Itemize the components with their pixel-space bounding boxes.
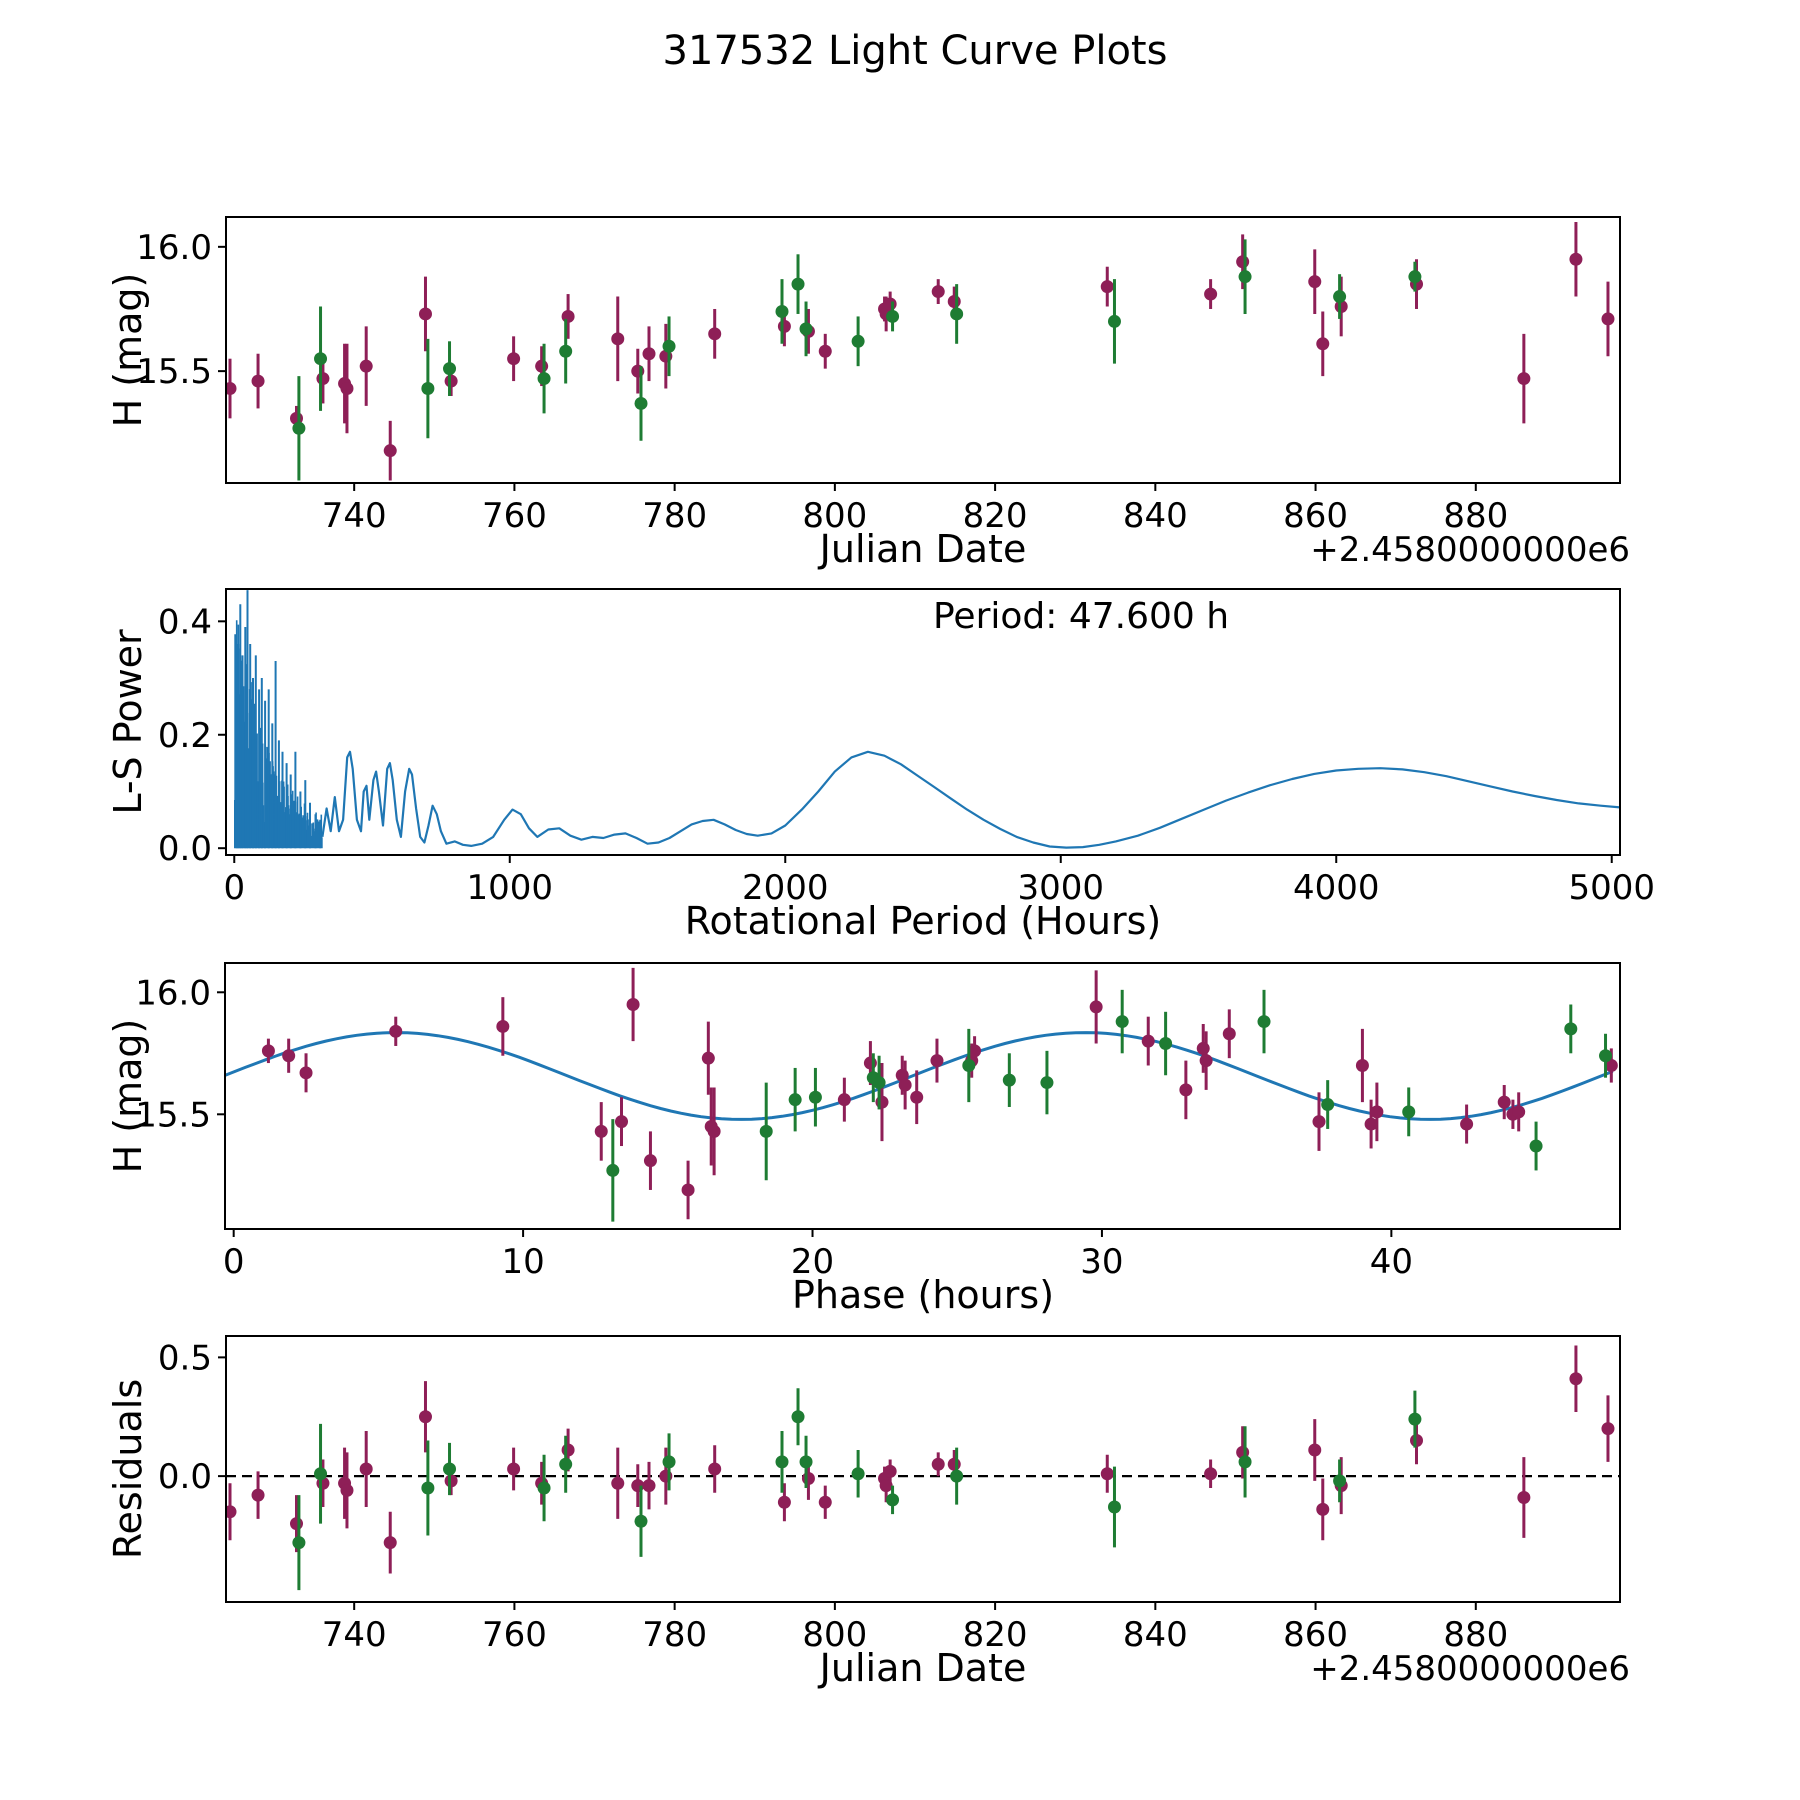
data-point	[559, 1458, 572, 1471]
data-point	[838, 1093, 851, 1106]
data-point	[421, 382, 434, 395]
data-point	[1564, 1022, 1577, 1035]
subplot-jd_lightcurve	[136, 217, 1620, 536]
x-tick-label: 860	[1283, 496, 1349, 536]
data-point	[1370, 1105, 1383, 1118]
data-point	[1408, 270, 1421, 283]
data-point	[1410, 1434, 1423, 1447]
data-point	[1313, 1115, 1326, 1128]
data-point	[1116, 1015, 1129, 1028]
y-tick-label: 16.0	[135, 973, 211, 1014]
x-tick-label: 1000	[466, 868, 554, 908]
data-point	[962, 1059, 975, 1072]
data-point	[1316, 337, 1329, 350]
data-point	[1321, 1098, 1334, 1111]
data-point	[562, 310, 575, 323]
y-tick-label: 0.4	[157, 602, 212, 643]
series-green-band	[292, 239, 1421, 480]
plot-area	[224, 1346, 1620, 1591]
period-annotation: Period: 47.600 h	[933, 596, 1230, 637]
subplot-residuals	[158, 1336, 1620, 1655]
data-point	[864, 1057, 877, 1070]
y-tick-label: 15.5	[136, 352, 212, 393]
data-point	[1090, 1000, 1103, 1013]
data-point	[1197, 1042, 1210, 1055]
data-point	[627, 998, 640, 1011]
data-point	[1204, 288, 1217, 301]
data-point	[1569, 1372, 1582, 1385]
data-point	[535, 360, 548, 373]
x-tick-label: 740	[321, 496, 387, 536]
x-tick-label: 40	[1369, 1242, 1413, 1282]
data-point	[884, 1465, 897, 1478]
data-point	[445, 1474, 458, 1487]
phase-plot-ylabel: H (mag)	[106, 1018, 150, 1174]
data-point	[384, 1536, 397, 1549]
data-point	[950, 307, 963, 320]
data-point	[932, 285, 945, 298]
plot-area	[225, 968, 1618, 1222]
data-point	[1599, 1049, 1612, 1062]
series-green-band	[606, 990, 1612, 1222]
data-point	[1365, 1118, 1378, 1131]
data-point	[1517, 1491, 1530, 1504]
data-point	[1040, 1076, 1053, 1089]
x-tick-label: 820	[962, 1615, 1028, 1655]
data-point	[606, 1164, 619, 1177]
x-tick-label: 880	[1443, 496, 1509, 536]
data-point	[809, 1091, 822, 1104]
data-point	[538, 1482, 551, 1495]
series-magenta-band	[224, 1346, 1615, 1574]
x-tick-label: 740	[321, 1615, 387, 1655]
data-point	[1498, 1096, 1511, 1109]
data-point	[702, 1052, 715, 1065]
subplot-phase_curve	[135, 963, 1620, 1282]
data-point	[314, 352, 327, 365]
series-magenta-band	[224, 222, 1615, 481]
x-tick-label: 760	[481, 1615, 547, 1655]
periodogram-xlabel: Rotational Period (Hours)	[684, 899, 1162, 943]
periodogram-ylabel: L-S Power	[106, 629, 150, 815]
data-point	[252, 375, 265, 388]
data-point	[932, 1458, 945, 1471]
x-tick-label: 800	[802, 1615, 868, 1655]
data-point	[792, 278, 805, 291]
data-point	[1003, 1074, 1016, 1087]
data-point	[1204, 1467, 1217, 1480]
data-point	[421, 1482, 434, 1495]
data-point	[800, 1455, 813, 1468]
data-point	[1408, 1413, 1421, 1426]
data-point	[559, 345, 572, 358]
data-point	[775, 305, 788, 318]
jd-plot-ylabel: H (mag)	[106, 272, 150, 428]
data-point	[443, 1463, 456, 1476]
data-point	[419, 307, 432, 320]
data-point	[708, 327, 721, 340]
residuals-offset-text: +2.4580000000e6	[1310, 1649, 1630, 1689]
residuals-xlabel: Julian Date	[819, 1646, 1027, 1690]
plot-area	[235, 590, 1620, 848]
x-tick-label: 5000	[1568, 868, 1656, 908]
data-point	[899, 1079, 912, 1092]
series-magenta-band	[262, 968, 1618, 1219]
x-tick-label: 2000	[741, 868, 829, 908]
periodogram-curve	[322, 752, 1620, 848]
data-point	[1530, 1140, 1543, 1153]
data-point	[1569, 253, 1582, 266]
data-point	[775, 1455, 788, 1468]
data-point	[1108, 315, 1121, 328]
data-point	[611, 1477, 624, 1490]
y-tick-label: 16.0	[136, 227, 212, 268]
data-point	[1402, 1105, 1415, 1118]
data-point	[300, 1066, 313, 1079]
data-point	[1356, 1059, 1369, 1072]
data-point	[873, 1076, 886, 1089]
jd-plot-xlabel: Julian Date	[819, 527, 1027, 571]
series-green-band	[292, 1388, 1421, 1590]
figure-title: 317532 Light Curve Plots	[662, 28, 1168, 74]
data-point	[643, 347, 656, 360]
y-tick-label: 15.5	[135, 1095, 211, 1136]
data-point	[663, 340, 676, 353]
x-tick-label: 30	[1080, 1242, 1124, 1282]
data-point	[886, 310, 899, 323]
data-point	[778, 1496, 791, 1509]
data-point	[611, 332, 624, 345]
y-tick-label: 0.0	[157, 1457, 212, 1498]
x-tick-label: 780	[642, 496, 708, 536]
data-point	[262, 1044, 275, 1057]
data-point	[292, 1536, 305, 1549]
x-tick-label: 0	[222, 1242, 245, 1282]
x-tick-label: 820	[962, 496, 1028, 536]
data-point	[644, 1154, 657, 1167]
data-point	[1101, 280, 1114, 293]
data-point	[1308, 275, 1321, 288]
data-point	[1512, 1105, 1525, 1118]
data-point	[708, 1463, 721, 1476]
data-point	[875, 1096, 888, 1109]
data-point	[1239, 1455, 1252, 1468]
data-point	[663, 1455, 676, 1468]
data-point	[316, 372, 329, 385]
x-tick-label: 800	[802, 496, 868, 536]
residuals-ylabel: Residuals	[106, 1378, 150, 1560]
data-point	[852, 335, 865, 348]
data-point	[1108, 1501, 1121, 1514]
x-tick-label: 860	[1283, 1615, 1349, 1655]
data-point	[884, 298, 897, 311]
data-point	[643, 1479, 656, 1492]
data-point	[778, 320, 791, 333]
data-point	[789, 1093, 802, 1106]
data-point	[562, 1444, 575, 1457]
phase-plot-xlabel: Phase (hours)	[791, 1273, 1055, 1317]
data-point	[819, 1496, 832, 1509]
y-tick-label: 0.0	[157, 829, 212, 870]
data-point	[760, 1125, 773, 1138]
axes-spines	[226, 1336, 1620, 1602]
data-point	[1179, 1083, 1192, 1096]
data-point	[595, 1125, 608, 1138]
data-point	[1223, 1027, 1236, 1040]
data-point	[1308, 1444, 1321, 1457]
x-tick-label: 0	[223, 868, 246, 908]
data-point	[1460, 1118, 1473, 1131]
data-point	[292, 422, 305, 435]
subplot-periodogram	[158, 589, 1655, 908]
data-point	[1258, 1015, 1271, 1028]
data-point	[340, 382, 353, 395]
data-point	[1517, 372, 1530, 385]
x-tick-label: 760	[481, 496, 547, 536]
data-point	[314, 1467, 327, 1480]
data-point	[819, 345, 832, 358]
data-point	[948, 295, 961, 308]
data-point	[930, 1054, 943, 1067]
data-point	[910, 1091, 923, 1104]
data-point	[802, 1472, 815, 1485]
data-point	[496, 1020, 509, 1033]
data-point	[634, 397, 647, 410]
data-point	[950, 1470, 963, 1483]
data-point	[1236, 255, 1249, 268]
x-tick-label: 840	[1122, 496, 1188, 536]
data-point	[852, 1467, 865, 1480]
data-point	[1159, 1037, 1172, 1050]
data-point	[360, 1463, 373, 1476]
data-point	[1333, 1474, 1346, 1487]
x-tick-label: 880	[1443, 1615, 1509, 1655]
data-point	[1601, 312, 1614, 325]
data-point	[384, 444, 397, 457]
data-point	[634, 1515, 647, 1528]
data-point	[880, 1479, 893, 1492]
data-point	[252, 1489, 265, 1502]
x-tick-label: 3000	[1017, 868, 1105, 908]
data-point	[948, 1458, 961, 1471]
x-tick-label: 780	[642, 1615, 708, 1655]
data-point	[389, 1025, 402, 1038]
data-point	[792, 1410, 805, 1423]
plot-area	[224, 222, 1615, 481]
axes-spines	[226, 217, 1620, 483]
data-point	[360, 360, 373, 373]
data-point	[1601, 1422, 1614, 1435]
y-tick-label: 0.2	[157, 715, 212, 756]
data-point	[290, 1517, 303, 1530]
data-point	[615, 1115, 628, 1128]
x-tick-label: 4000	[1292, 868, 1380, 908]
data-point	[507, 352, 520, 365]
data-point	[1142, 1035, 1155, 1048]
data-point	[538, 372, 551, 385]
y-tick-label: 0.5	[157, 1338, 212, 1379]
axes-spines	[226, 589, 1620, 855]
data-point	[800, 322, 813, 335]
data-point	[445, 375, 458, 388]
x-tick-label: 10	[501, 1242, 545, 1282]
data-point	[1200, 1054, 1213, 1067]
x-tick-label: 840	[1122, 1615, 1188, 1655]
x-tick-label: 20	[790, 1242, 835, 1282]
data-point	[1239, 270, 1252, 283]
data-point	[419, 1410, 432, 1423]
data-point	[340, 1484, 353, 1497]
data-point	[507, 1463, 520, 1476]
data-point	[1333, 290, 1346, 303]
data-point	[1316, 1503, 1329, 1516]
jd-plot-offset-text: +2.4580000000e6	[1310, 530, 1630, 570]
data-point	[443, 362, 456, 375]
data-point	[708, 1125, 721, 1138]
data-point	[682, 1183, 695, 1196]
data-point	[886, 1493, 899, 1506]
data-point	[1101, 1467, 1114, 1480]
data-point	[282, 1049, 295, 1062]
sinusoid-fit-line	[225, 1033, 1613, 1120]
